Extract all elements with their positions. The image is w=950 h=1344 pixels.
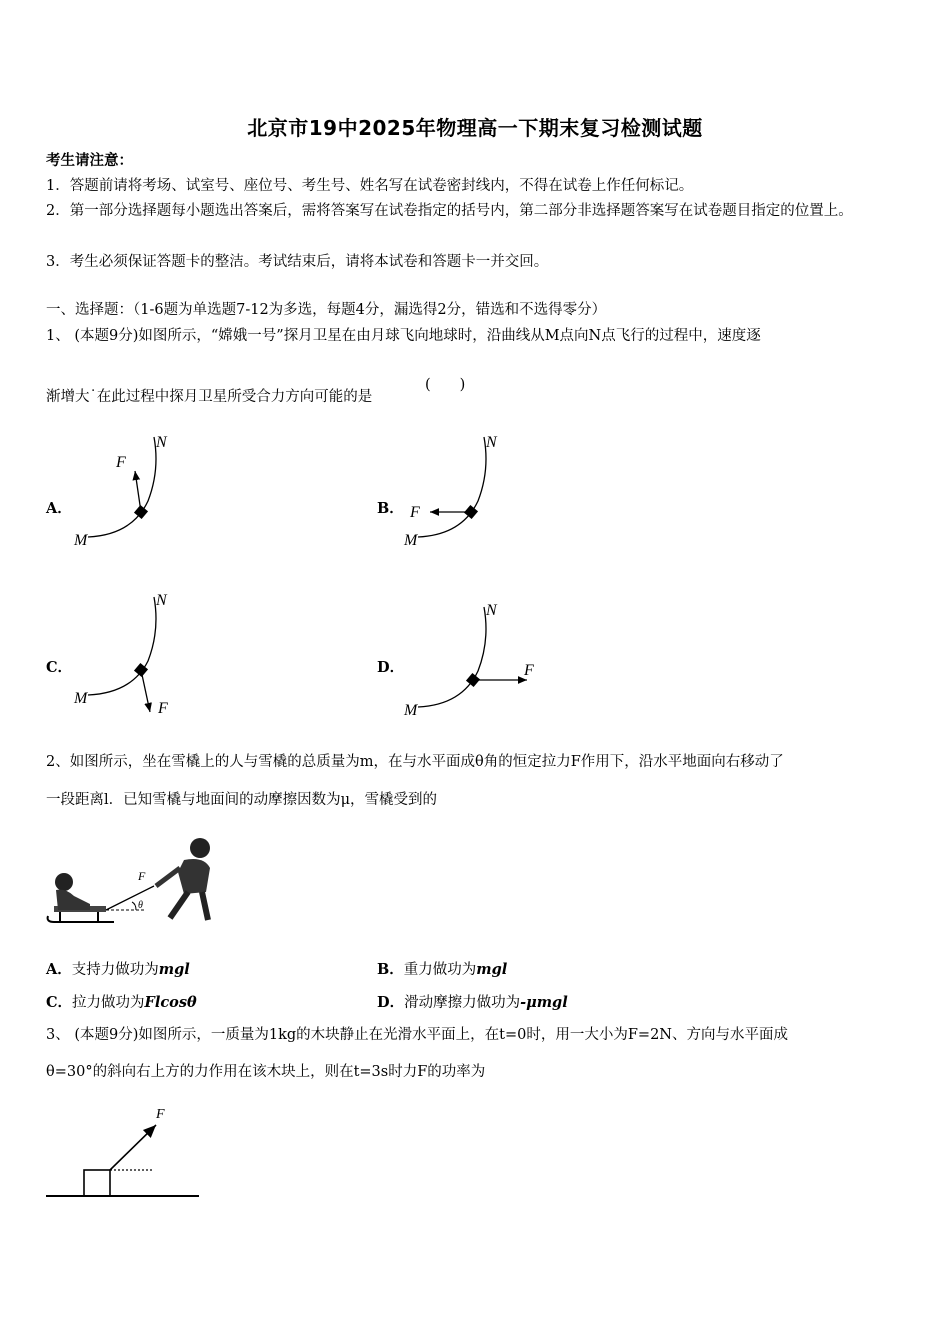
section-heading: 一、选择题：（1-6题为单选题7-12为多选，每题4分，漏选得2分，错选和不选得零分） <box>46 302 607 318</box>
adult-body <box>178 859 210 894</box>
adult-arm <box>156 868 180 886</box>
adult-head <box>190 838 210 858</box>
label-n: N <box>486 434 497 451</box>
notice-item-2: 2．第一部分选择题每小题选出答案后，需将答案写在试卷指定的括号内，第二部分非选择题答案写在试卷题目指定的位置上。 <box>46 203 853 219</box>
label-f: F <box>156 1107 165 1122</box>
q3-stem-line1: 3、 (本题9分)如图所示，一质量为1kg的木块静止在光滑水平面上，在t=0时，用一大小为F=2N、方向与水平面成 <box>46 1027 788 1043</box>
tow-rope <box>106 886 154 910</box>
q2-option-d: D．滑动摩擦力做功为-μmgl <box>377 994 568 1011</box>
force-arrow <box>135 471 141 512</box>
notice-item-1: 1．答题前请将考场、试室号、座位号、考生号、姓名写在试卷密封线内，不得在试卷上作任何标记。 <box>46 178 694 194</box>
trajectory-curve <box>418 437 486 537</box>
q1-stem-line1: 1、 (本题9分)如图所示，“嫦娥一号”探月卫星在由月球飞向地球时，沿曲线从M点向N点飞行的过程中，速度逐 <box>46 328 761 344</box>
q1-figure-d <box>400 595 550 720</box>
label-n: N <box>156 434 167 451</box>
trajectory-curve <box>418 607 486 707</box>
q1-figure-a <box>70 425 180 555</box>
trajectory-curve <box>88 597 156 695</box>
q1-option-a-label: A． <box>46 500 72 517</box>
q2-sled-figure <box>44 832 219 927</box>
child-head <box>55 873 73 891</box>
q1-figure-b <box>400 425 510 555</box>
notice-item-3: 3．考生必须保证答题卡的整洁。考试结束后，请将本试卷和答题卡一并交回。 <box>46 254 549 270</box>
adult-legs <box>170 892 208 920</box>
q1-answer-paren: ( ) <box>425 377 466 393</box>
label-f: F <box>158 700 168 717</box>
label-f: F <box>138 869 146 883</box>
label-n: N <box>486 602 497 619</box>
label-m: M <box>404 702 418 719</box>
q2-stem-line2: 一段距离l．已知雪橇与地面间的动摩擦因数为μ，雪橇受到的 <box>46 792 438 808</box>
q3-block-figure <box>44 1100 204 1202</box>
label-f: F <box>410 504 420 521</box>
q2-option-c: C．拉力做功为Flcosθ <box>46 994 197 1011</box>
q2-stem-line1: 2、如图所示，坐在雪橇上的人与雪橇的总质量为m，在与水平面成θ角的恒定拉力F作用下，沿水平地面向右移动了 <box>46 754 784 770</box>
q3-stem-line2: θ=30°的斜向右上方的力作用在该木块上，则在t=3s时力F的功率为 <box>46 1064 486 1080</box>
child-body <box>56 890 90 910</box>
q1-option-b-label: B． <box>377 500 404 517</box>
label-theta: θ <box>138 900 143 911</box>
trajectory-curve <box>88 437 156 537</box>
label-f: F <box>116 454 126 471</box>
q2-option-b: B．重力做功为mgl <box>377 961 508 978</box>
label-m: M <box>74 690 88 707</box>
sled-runner <box>48 916 114 922</box>
wooden-block <box>84 1170 110 1196</box>
q2-option-a: A．支持力做功为mgl <box>46 961 190 978</box>
q1-figure-c <box>70 585 180 720</box>
label-m: M <box>404 532 418 549</box>
force-arrow <box>110 1125 156 1170</box>
q1-option-c-label: C． <box>46 659 73 676</box>
force-arrow <box>141 670 150 712</box>
page-title: 北京市19中2025年物理高一下期末复习检测试题 <box>247 116 703 140</box>
label-n: N <box>156 592 167 609</box>
q1-option-d-label: D． <box>377 659 405 676</box>
label-f: F <box>524 662 534 679</box>
notice-heading: 考生请注意： <box>46 152 133 169</box>
q1-stem-line2: 渐增大˙在此过程中探月卫星所受合力方向可能的是 <box>46 389 373 405</box>
label-m: M <box>74 532 88 549</box>
